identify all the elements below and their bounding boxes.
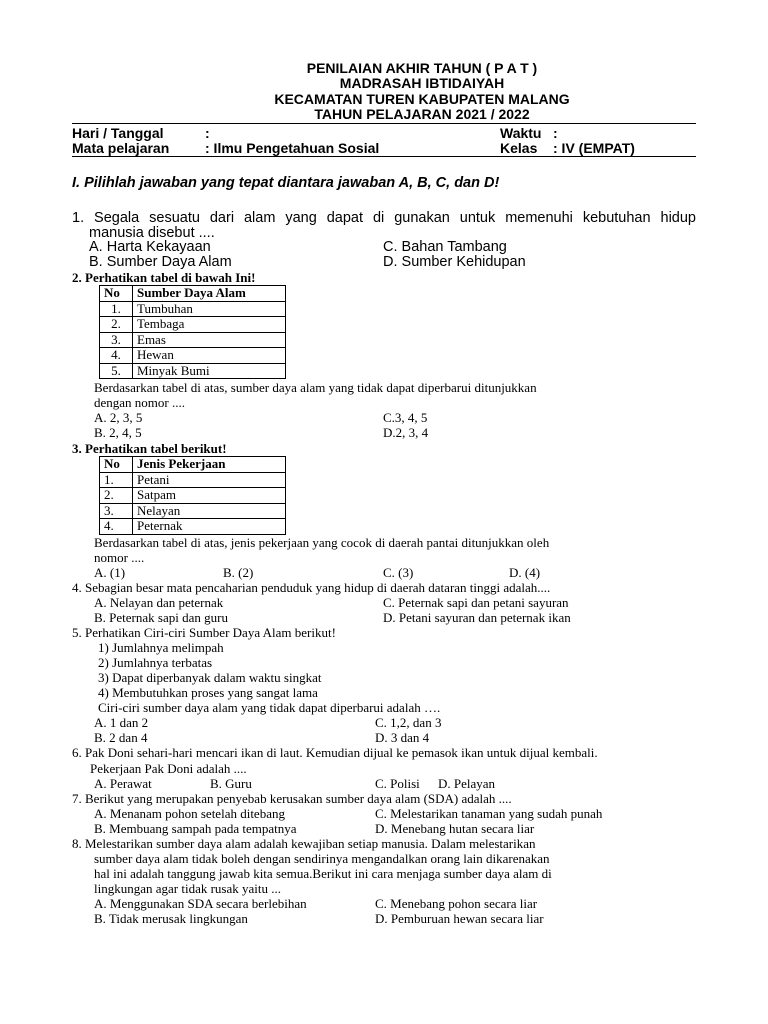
q8-option-b: B. Tidak merusak lingkungan	[94, 911, 248, 926]
q3-option-b: B. (2)	[223, 565, 254, 580]
header-rule-top	[72, 123, 696, 124]
table-cell-pekerjaan: Petani	[133, 472, 286, 488]
q5-option-a: A. 1 dan 2	[94, 715, 149, 730]
table-cell-no: 5.	[100, 363, 133, 379]
q3-option-d: D. (4)	[509, 565, 541, 580]
q8-text-cont-3: lingkungan agar tidak rusak yaitu ...	[94, 881, 282, 896]
q6-option-c: C. Polisi	[375, 776, 420, 791]
table-cell-no: 1.	[100, 301, 133, 317]
q5-option-d: D. 3 dan 4	[375, 730, 430, 745]
header-rule-bottom	[72, 156, 696, 157]
q2-option-a: A. 2, 3, 5	[94, 410, 143, 425]
q7-text: 7. Berikut yang merupakan penyebab kerusakan sumber daya alam (SDA) adalah ....	[72, 791, 512, 806]
q8-option-a: A. Menggunakan SDA secara berlebihan	[94, 896, 307, 911]
q1-option-a: A. Harta Kekayaan	[89, 239, 211, 255]
table-row	[100, 317, 286, 333]
q6-text-cont: Pekerjaan Pak Doni adalah ....	[90, 761, 247, 776]
q5-item: 2) Jumlahnya terbatas	[98, 655, 213, 670]
q4-option-b: B. Peternak sapi dan guru	[94, 610, 228, 625]
table-row	[100, 363, 286, 379]
table-row	[100, 488, 286, 504]
q8-option-d: D. Pemburuan hewan secara liar	[375, 911, 544, 926]
q2-table	[99, 285, 286, 379]
table-cell-sda: Minyak Bumi	[133, 363, 286, 379]
q2-title: 2. Perhatikan tabel di bawah Ini!	[72, 270, 256, 285]
q2-text-cont: dengan nomor ....	[94, 395, 185, 410]
q5-item: 4) Membutuhkan proses yang sangat lama	[98, 685, 318, 700]
q5-text: 5. Perhatikan Ciri-ciri Sumber Daya Alam berikut!	[72, 625, 336, 640]
q2-option-b: B. 2, 4, 5	[94, 425, 142, 440]
q5-item: 3) Dapat diperbanyak dalam waktu singkat	[98, 670, 322, 685]
table-cell-no: 4.	[100, 519, 133, 535]
mapel-value: : Ilmu Pengetahuan Sosial	[205, 140, 380, 156]
q1-text-cont: manusia disebut ....	[89, 225, 215, 241]
table-header-pekerjaan: Jenis Pekerjaan	[133, 457, 286, 473]
table-cell-pekerjaan: Nelayan	[133, 503, 286, 519]
table-cell-sda: Emas	[133, 332, 286, 348]
q3-option-c: C. (3)	[383, 565, 414, 580]
q2-option-d: D.2, 3, 4	[383, 425, 429, 440]
table-cell-sda: Tembaga	[133, 317, 286, 333]
table-cell-pekerjaan: Peternak	[133, 519, 286, 535]
q5-option-b: B. 2 dan 4	[94, 730, 148, 745]
waktu-label: Waktu	[500, 125, 542, 141]
table-cell-sda: Tumbuhan	[133, 301, 286, 317]
table-cell-no: 2.	[100, 488, 133, 504]
q4-text: 4. Sebagian besar mata pencaharian penduduk yang hidup di daerah dataran tinggi adalah....	[72, 580, 551, 595]
table-row	[100, 472, 286, 488]
table-header-no: No	[100, 457, 133, 473]
q6-option-d: D. Pelayan	[438, 776, 496, 791]
q4-option-d: D. Petani sayuran dan peternak ikan	[383, 610, 571, 625]
q4-option-a: A. Nelayan dan peternak	[94, 595, 224, 610]
mapel-label: Mata pelajaran	[72, 140, 170, 156]
title-line-4: TAHUN PELAJARAN 2021 / 2022	[314, 106, 530, 122]
q5-option-c: C. 1,2, dan 3	[375, 715, 442, 730]
table-header-row	[100, 286, 286, 302]
q1-option-b: B. Sumber Daya Alam	[89, 254, 232, 270]
q7-option-c: C. Melestarikan tanaman yang sudah punah	[375, 806, 603, 821]
q7-option-b: B. Membuang sampah pada tempatnya	[94, 821, 297, 836]
waktu-value: :	[553, 125, 558, 141]
kelas-value: : IV (EMPAT)	[553, 140, 635, 156]
q8-text: 8. Melestarikan sumber daya alam adalah kewajiban setiap manusia. Dalam melestarikan	[72, 836, 536, 851]
table-row	[100, 301, 286, 317]
table-cell-no: 1.	[100, 472, 133, 488]
q3-title: 3. Perhatikan tabel berikut!	[72, 441, 227, 456]
q5-item: 1) Jumlahnya melimpah	[98, 640, 224, 655]
q6-option-b: B. Guru	[210, 776, 252, 791]
hari-label: Hari / Tanggal	[72, 125, 164, 141]
q4-option-c: C. Peternak sapi dan petani sayuran	[383, 595, 569, 610]
title-line-1: PENILAIAN AKHIR TAHUN ( P A T )	[306, 60, 538, 76]
table-cell-no: 2.	[100, 317, 133, 333]
table-cell-no: 3.	[100, 332, 133, 348]
q3-option-a: A. (1)	[94, 565, 126, 580]
q3-table	[99, 456, 286, 535]
table-header-sda: Sumber Daya Alam	[133, 286, 286, 302]
q6-option-a: A. Perawat	[94, 776, 152, 791]
table-row	[100, 348, 286, 364]
q5-text-cont: Ciri-ciri sumber daya alam yang tidak dapat diperbarui adalah ….	[98, 700, 441, 715]
table-cell-sda: Hewan	[133, 348, 286, 364]
table-cell-pekerjaan: Satpam	[133, 488, 286, 504]
q1-option-d: D. Sumber Kehidupan	[383, 254, 526, 270]
q7-option-d: D. Menebang hutan secara liar	[375, 821, 535, 836]
q3-text-cont: nomor ....	[94, 550, 145, 565]
table-row	[100, 519, 286, 535]
title-line-3: KECAMATAN TUREN KABUPATEN MALANG	[274, 91, 570, 107]
q8-option-c: C. Menebang pohon secara liar	[375, 896, 538, 911]
table-cell-no: 3.	[100, 503, 133, 519]
hari-value: :	[205, 125, 210, 141]
q2-text: Berdasarkan tabel di atas, sumber daya alam yang tidak dapat diperbarui ditunjukkan	[94, 380, 537, 395]
table-header-no: No	[100, 286, 133, 302]
q2-option-c: C.3, 4, 5	[383, 410, 428, 425]
q3-text: Berdasarkan tabel di atas, jenis pekerjaan yang cocok di daerah pantai ditunjukkan oleh	[94, 535, 550, 550]
title-line-2: MADRASAH IBTIDAIYAH	[339, 75, 505, 91]
table-cell-no: 4.	[100, 348, 133, 364]
kelas-label: Kelas	[500, 140, 538, 156]
table-row	[100, 332, 286, 348]
q1-option-c: C. Bahan Tambang	[383, 239, 507, 255]
q8-text-cont-1: sumber daya alam tidak boleh dengan sendirinya mengandalkan orang lain dikarenakan	[94, 851, 550, 866]
q8-text-cont-2: hal ini adalah tanggung jawab kita semua.Berikut ini cara menjaga sumber daya alam di	[94, 866, 552, 881]
section-instruction: I. Pilihlah jawaban yang tepat diantara jawaban A, B, C, dan D!	[72, 175, 500, 191]
q1-text: 1. Segala sesuatu dari alam yang dapat di gunakan untuk memenuhi kebutuhan hidup	[72, 210, 696, 226]
table-row	[100, 503, 286, 519]
table-header-row	[100, 457, 286, 473]
q7-option-a: A. Menanam pohon setelah ditebang	[94, 806, 285, 821]
q6-text: 6. Pak Doni sehari-hari mencari ikan di laut. Kemudian dijual ke pemasok ikan untuk dijual kembali.	[72, 745, 598, 760]
